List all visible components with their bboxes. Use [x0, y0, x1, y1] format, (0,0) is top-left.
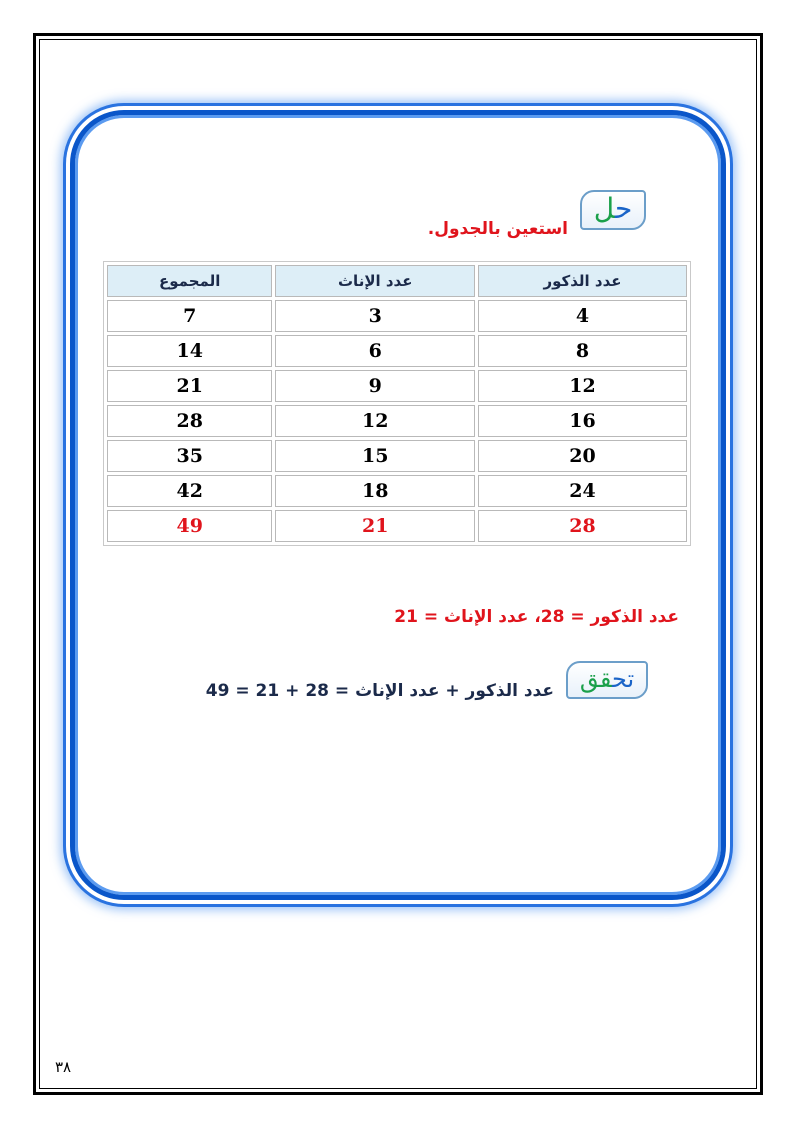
table-row: [107, 405, 687, 437]
cell-females: 15: [275, 440, 475, 472]
table-row: [107, 440, 687, 472]
header-males: عدد الذكور: [478, 265, 687, 297]
solve-badge: [580, 190, 646, 230]
data-table: [103, 261, 691, 546]
table-row: [107, 370, 687, 402]
check-badge: [566, 661, 648, 699]
check-text: عدد الذكور + عدد الإناث = 28 + 21 = 49: [205, 681, 554, 701]
cell-total: 21: [107, 370, 272, 402]
cell-total: 35: [107, 440, 272, 472]
table-header-row: [107, 265, 687, 297]
table-row: [107, 335, 687, 367]
cell-females: 6: [275, 335, 475, 367]
table-row: [107, 300, 687, 332]
header-females: عدد الإناث: [275, 265, 475, 297]
cell-males: 4: [478, 300, 687, 332]
check-badge-part2: قق: [579, 665, 612, 693]
cell-females: 9: [275, 370, 475, 402]
page-number: ٣٨: [55, 1058, 72, 1076]
cell-males: 8: [478, 335, 687, 367]
cell-males: 16: [478, 405, 687, 437]
instruction-text: استعين بالجدول.: [427, 219, 568, 239]
cell-total: 49: [107, 510, 272, 542]
cell-total: 14: [107, 335, 272, 367]
solve-badge-part1: ح: [614, 192, 633, 225]
result-text: عدد الذكور = 28، عدد الإناث = 21: [394, 607, 679, 627]
header-total: المجموع: [107, 265, 272, 297]
check-badge-part1: تح: [611, 665, 635, 693]
cell-females: 18: [275, 475, 475, 507]
cell-males: 20: [478, 440, 687, 472]
cell-females: 12: [275, 405, 475, 437]
cell-males: 12: [478, 370, 687, 402]
solve-badge-part2: ل: [593, 192, 615, 225]
cell-total: 7: [107, 300, 272, 332]
cell-males: 28: [478, 510, 687, 542]
cell-males: 24: [478, 475, 687, 507]
table-row-highlighted: [107, 510, 687, 542]
cell-females: 3: [275, 300, 475, 332]
cell-total: 28: [107, 405, 272, 437]
cell-females: 21: [275, 510, 475, 542]
table-row: [107, 475, 687, 507]
cell-total: 42: [107, 475, 272, 507]
